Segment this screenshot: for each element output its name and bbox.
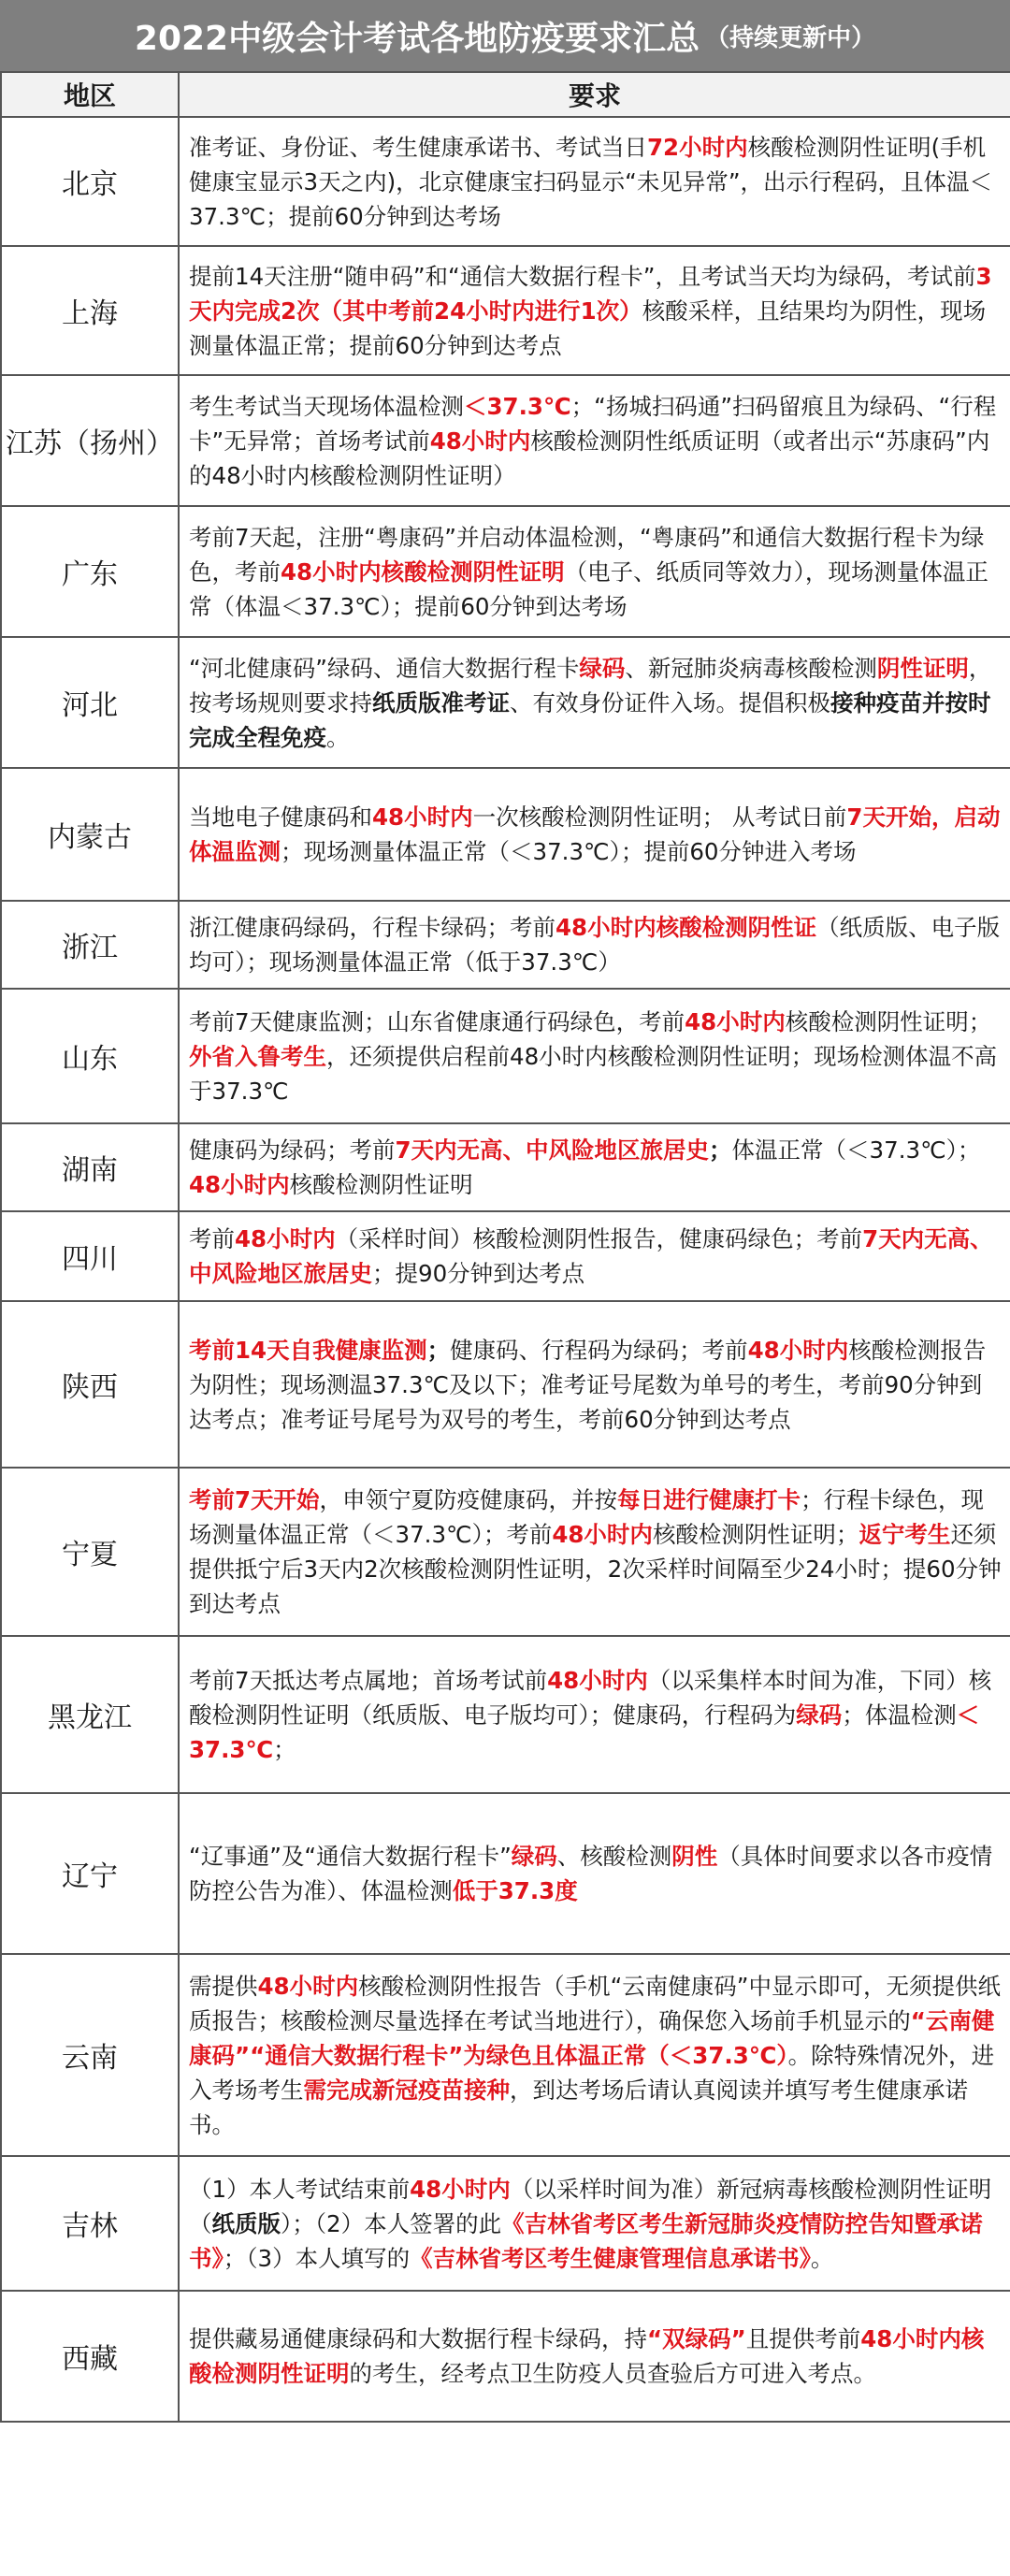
page-subtitle: （持续更新中） <box>705 23 876 52</box>
requirement-text: 核酸检测阴性证明(手机健康宝显示3天之内)，北京健康宝扫码显示“未见异常”，出示行程码，且体温＜37.3℃；提前60分钟到达考场 <box>189 133 993 230</box>
highlight-text: 48小时内 <box>235 1225 336 1252</box>
highlight-text: 72小时内 <box>647 133 748 161</box>
requirement-text: ，还须提供启程前48小时内核酸检测阴性证明；现场检测体温不高于37.3℃ <box>189 1042 998 1105</box>
highlight-text: 7天内无高、中风险地区旅居史 <box>189 1225 993 1287</box>
requirement-text: ；行程卡绿色，现场测量体温正常（＜37.3℃）；考前 <box>189 1486 985 1548</box>
bold-text: ； <box>426 1336 451 1364</box>
requirement-text: 且提供考前 <box>745 2325 861 2352</box>
requirement-cell <box>179 768 1010 901</box>
requirement-text: 、有效身份证件入场。提倡积极 <box>510 688 830 716</box>
region-cell: 河北 <box>1 637 179 768</box>
requirement-text: 考前7天健康监测；山东省健康通行码绿色，考前 <box>189 1007 685 1035</box>
region-cell: 四川 <box>1 1211 179 1301</box>
requirement-text: 当地电子健康码和 <box>189 803 372 831</box>
highlight-text: 48小时内 <box>257 1972 359 2000</box>
requirement-text: （具体时间要求以各市疫情防控公告为准）、体温检测 <box>189 1843 993 1904</box>
region-cell: 云南 <box>1 1954 179 2156</box>
table-row <box>1 1301 1010 1468</box>
requirement-cell <box>179 2291 1010 2422</box>
highlight-text: 需完成新冠疫苗接种 <box>303 2076 510 2104</box>
highlight-text: 《吉林省考区考生新冠肺炎疫情防控告知暨承诺书》 <box>189 2209 983 2272</box>
requirement-text: 浙江健康码绿码，行程卡绿码；考前 <box>189 914 556 941</box>
table-row <box>1 1636 1010 1793</box>
requirement-text: 体温正常（＜37.3℃）； <box>731 1136 981 1164</box>
region-cell: 广东 <box>1 506 179 637</box>
requirement-text: （采样时间）核酸检测阴性报告，健康码绿色；考前 <box>335 1225 863 1252</box>
highlight-text: 阴性证明 <box>876 654 969 682</box>
highlight-text: 7天内无高、中风险地区旅居史 <box>395 1136 710 1164</box>
requirement-cell <box>179 1123 1010 1211</box>
highlight-text: 返宁考生 <box>858 1521 951 1548</box>
requirement-text: （纸质版、电子版均可）；现场测量体温正常（低于37.3℃） <box>189 914 1001 976</box>
region-cell: 宁夏 <box>1 1468 179 1636</box>
requirement-text: 提前14天注册“随申码”和“通信大数据行程卡”，且考试当天均为绿码，考试前 <box>189 262 976 290</box>
requirement-cell <box>179 637 1010 768</box>
header-region: 地区 <box>1 72 179 117</box>
region-cell: 江苏（扬州） <box>1 375 179 506</box>
requirements-table <box>0 71 1010 2423</box>
highlight-text: ＜37.3℃ <box>189 1700 980 1763</box>
requirement-text: 。除特殊情况外，进入考场考生 <box>189 2041 995 2104</box>
table-row <box>1 117 1010 246</box>
requirement-cell <box>179 117 1010 246</box>
requirement-cell <box>179 1954 1010 2156</box>
requirement-text: 一次核酸检测阴性证明； 从考试日前 <box>472 803 847 831</box>
requirement-cell <box>179 375 1010 506</box>
requirement-cell <box>179 1636 1010 1793</box>
requirement-text: （以采集样本时间为准，下同）核酸检测阴性证明（纸质版、电子版均可）；健康码，行程码为 <box>189 1666 992 1729</box>
requirement-text: “河北健康码”绿码、通信大数据行程卡 <box>189 654 580 682</box>
requirement-text: 核酸检测阴性证明 <box>289 1171 473 1198</box>
requirement-text: ；体温检测 <box>842 1700 957 1729</box>
bold-text: 纸质版准考证 <box>372 688 510 716</box>
highlight-text: 48小时内 <box>547 1666 648 1694</box>
table-row <box>1 1793 1010 1954</box>
requirement-text: 。 <box>326 723 350 751</box>
requirement-text: 健康码为绿码；考前 <box>189 1136 396 1164</box>
requirement-text: （电子、纸质同等效力），现场测量体温正常（体温＜37.3℃）；提前60分钟到达考场 <box>189 557 988 620</box>
highlight-text: 3天内完成2次（其中考前24小时内进行1次） <box>189 262 992 325</box>
requirement-cell <box>179 1468 1010 1636</box>
highlight-text: 绿码 <box>511 1843 557 1870</box>
requirement-text: 核酸检测阴性纸质证明（或者出示“苏康码”内的48小时内核酸检测阴性证明） <box>189 427 990 489</box>
highlight-text: 48小时内核酸检测阴性证明 <box>281 557 565 586</box>
requirement-cell <box>179 1211 1010 1301</box>
requirement-text: 考前 <box>189 1225 235 1252</box>
requirement-text: ；提90分钟到达考点 <box>372 1260 585 1287</box>
highlight-text: 48小时内 <box>429 427 531 455</box>
highlight-text: “云南健康码”“通信大数据行程卡”为绿色且体温正常（＜37.3℃） <box>189 2006 995 2069</box>
requirement-text: 准考证、身份证、考生健康承诺书、考试当日 <box>189 133 647 161</box>
highlight-text: 绿码 <box>796 1700 843 1729</box>
region-cell: 辽宁 <box>1 1793 179 1954</box>
table-row <box>1 901 1010 989</box>
table-row <box>1 1954 1010 2156</box>
region-cell: 北京 <box>1 117 179 246</box>
requirement-cell <box>179 1793 1010 1954</box>
requirement-text: ，到达考场后请认真阅读并填写考生健康承诺书。 <box>189 2076 968 2138</box>
table-row <box>1 768 1010 901</box>
table-row <box>1 375 1010 506</box>
highlight-text: ＜37.3℃ <box>464 392 571 420</box>
requirement-text: ； <box>273 1735 296 1763</box>
requirement-text: “辽事通”及“通信大数据行程卡” <box>189 1843 512 1870</box>
requirement-text: （1）本人考试结束前 <box>189 2175 411 2203</box>
requirement-text: ；现场测量体温正常（＜37.3℃）；提前60分钟进入考场 <box>281 838 857 865</box>
requirement-cell <box>179 2156 1010 2291</box>
bold-text: 纸质版 <box>211 2209 281 2237</box>
requirement-cell <box>179 1301 1010 1468</box>
highlight-text: “双绿码” <box>647 2325 746 2352</box>
title-bar <box>0 0 1010 71</box>
highlight-text: 48小时内 <box>410 2175 511 2203</box>
table-row <box>1 637 1010 768</box>
requirement-text: 核酸检测报告为阴性；现场测温37.3℃及以下；准考证号尾数为单号的考生，考前90分钟到达考点；准考证号尾号为双号的考生，考前60分钟到达考点 <box>189 1336 987 1433</box>
table-row <box>1 2156 1010 2291</box>
bold-text: ； <box>709 1136 732 1164</box>
requirement-text: 考生考试当天现场体温检测 <box>189 392 464 420</box>
requirement-text: 考前7天抵达考点属地；首场考试前 <box>189 1666 548 1694</box>
requirement-text: ；“扬城扫码通”扫码留痕且为绿码、“行程卡”无异常；首场考试前 <box>189 392 997 455</box>
requirement-text: 核酸检测阴性证明； <box>785 1007 992 1035</box>
header-requirement: 要求 <box>179 72 1010 117</box>
region-cell: 内蒙古 <box>1 768 179 901</box>
requirement-cell <box>179 246 1010 375</box>
region-cell: 浙江 <box>1 901 179 989</box>
requirement-cell <box>179 989 1010 1123</box>
highlight-text: 48小时内 <box>372 803 473 831</box>
region-cell: 湖南 <box>1 1123 179 1211</box>
requirement-text: 提供藏易通健康绿码和大数据行程卡绿码，持 <box>189 2325 647 2352</box>
requirement-text: 需提供 <box>189 1972 258 2000</box>
region-cell: 西藏 <box>1 2291 179 2422</box>
header-row <box>1 72 1010 117</box>
requirement-text: ，申领宁夏防疫健康码，并按 <box>319 1486 618 1513</box>
requirement-text: 核酸采样，且结果均为阴性，现场测量体温正常；提前60分钟到达考点 <box>189 297 987 359</box>
region-cell: 陕西 <box>1 1301 179 1468</box>
table-row <box>1 989 1010 1123</box>
region-cell: 黑龙江 <box>1 1636 179 1793</box>
highlight-text: 48小时内 <box>552 1521 653 1548</box>
requirement-text: 、新冠肺炎病毒核酸检测 <box>625 654 877 682</box>
table-row <box>1 506 1010 637</box>
requirement-text: 、核酸检测 <box>556 1843 672 1870</box>
region-cell: 上海 <box>1 246 179 375</box>
highlight-text: 7天开始，启动体温监测 <box>189 803 1001 865</box>
highlight-text: 《吉林省考区考生健康管理信息承诺书》 <box>410 2244 811 2272</box>
requirement-cell <box>179 506 1010 637</box>
requirement-cell <box>179 901 1010 989</box>
highlight-text: 每日进行健康打卡 <box>617 1486 801 1513</box>
highlight-text: 48小时内 <box>189 1171 290 1198</box>
highlight-text: 48小时内 <box>747 1336 849 1364</box>
requirement-text: 考前7天起，注册“粤康码”并启动体温检测，“粤康码”和通信大数据行程卡为绿色，考前 <box>189 523 985 586</box>
requirement-text: ，按考场规则要求持 <box>189 654 992 716</box>
bold-text: 接种疫苗并按时完成全程免疫 <box>189 688 991 751</box>
requirement-text: 核酸检测阴性证明； <box>652 1521 859 1548</box>
highlight-text: 48小时内核酸检测阴性证明 <box>189 2325 985 2387</box>
requirement-text: 核酸检测阴性报告（手机“云南健康码”中显示即可，无须提供纸质报告；核酸检测尽量选择在考试当地进行），确保您入场前手机显示的 <box>189 1972 1001 2034</box>
requirement-text: ）；（2）本人签署的此 <box>281 2209 502 2237</box>
page-title: 2022中级会计考试各地防疫要求汇总 <box>134 19 700 58</box>
table-row <box>1 2291 1010 2422</box>
highlight-text: 48小时内 <box>685 1007 786 1035</box>
highlight-text: 绿码 <box>579 654 626 682</box>
table-row <box>1 246 1010 375</box>
table-row <box>1 1211 1010 1301</box>
requirement-text: 。 <box>810 2244 834 2272</box>
requirement-text: ；（3）本人填写的 <box>223 2244 411 2272</box>
highlight-text: 阴性 <box>671 1843 718 1870</box>
region-cell: 吉林 <box>1 2156 179 2291</box>
highlight-text: 低于37.3度 <box>452 1877 578 1904</box>
table-row <box>1 1123 1010 1211</box>
highlight-text: 考前7天开始 <box>189 1486 320 1513</box>
requirement-text: 健康码、行程码为绿码；考前 <box>450 1336 748 1364</box>
table-body <box>1 117 1010 2422</box>
requirement-text: （以采样时间为准）新冠病毒核酸检测阴性证明（ <box>189 2175 992 2237</box>
highlight-text: 48小时内核酸检测阴性证 <box>556 914 817 941</box>
highlight-text: 考前14天自我健康监测 <box>189 1336 427 1364</box>
requirement-text: 还须提供抵宁后3天内2次核酸检测阴性证明，2次采样时间隔至少24小时；提60分钟到达考点 <box>189 1521 1002 1617</box>
region-cell: 山东 <box>1 989 179 1123</box>
requirement-text: 的考生，经考点卫生防疫人员查验后方可进入考点。 <box>349 2360 876 2387</box>
table-row <box>1 1468 1010 1636</box>
highlight-text: 外省入鲁考生 <box>189 1042 326 1070</box>
